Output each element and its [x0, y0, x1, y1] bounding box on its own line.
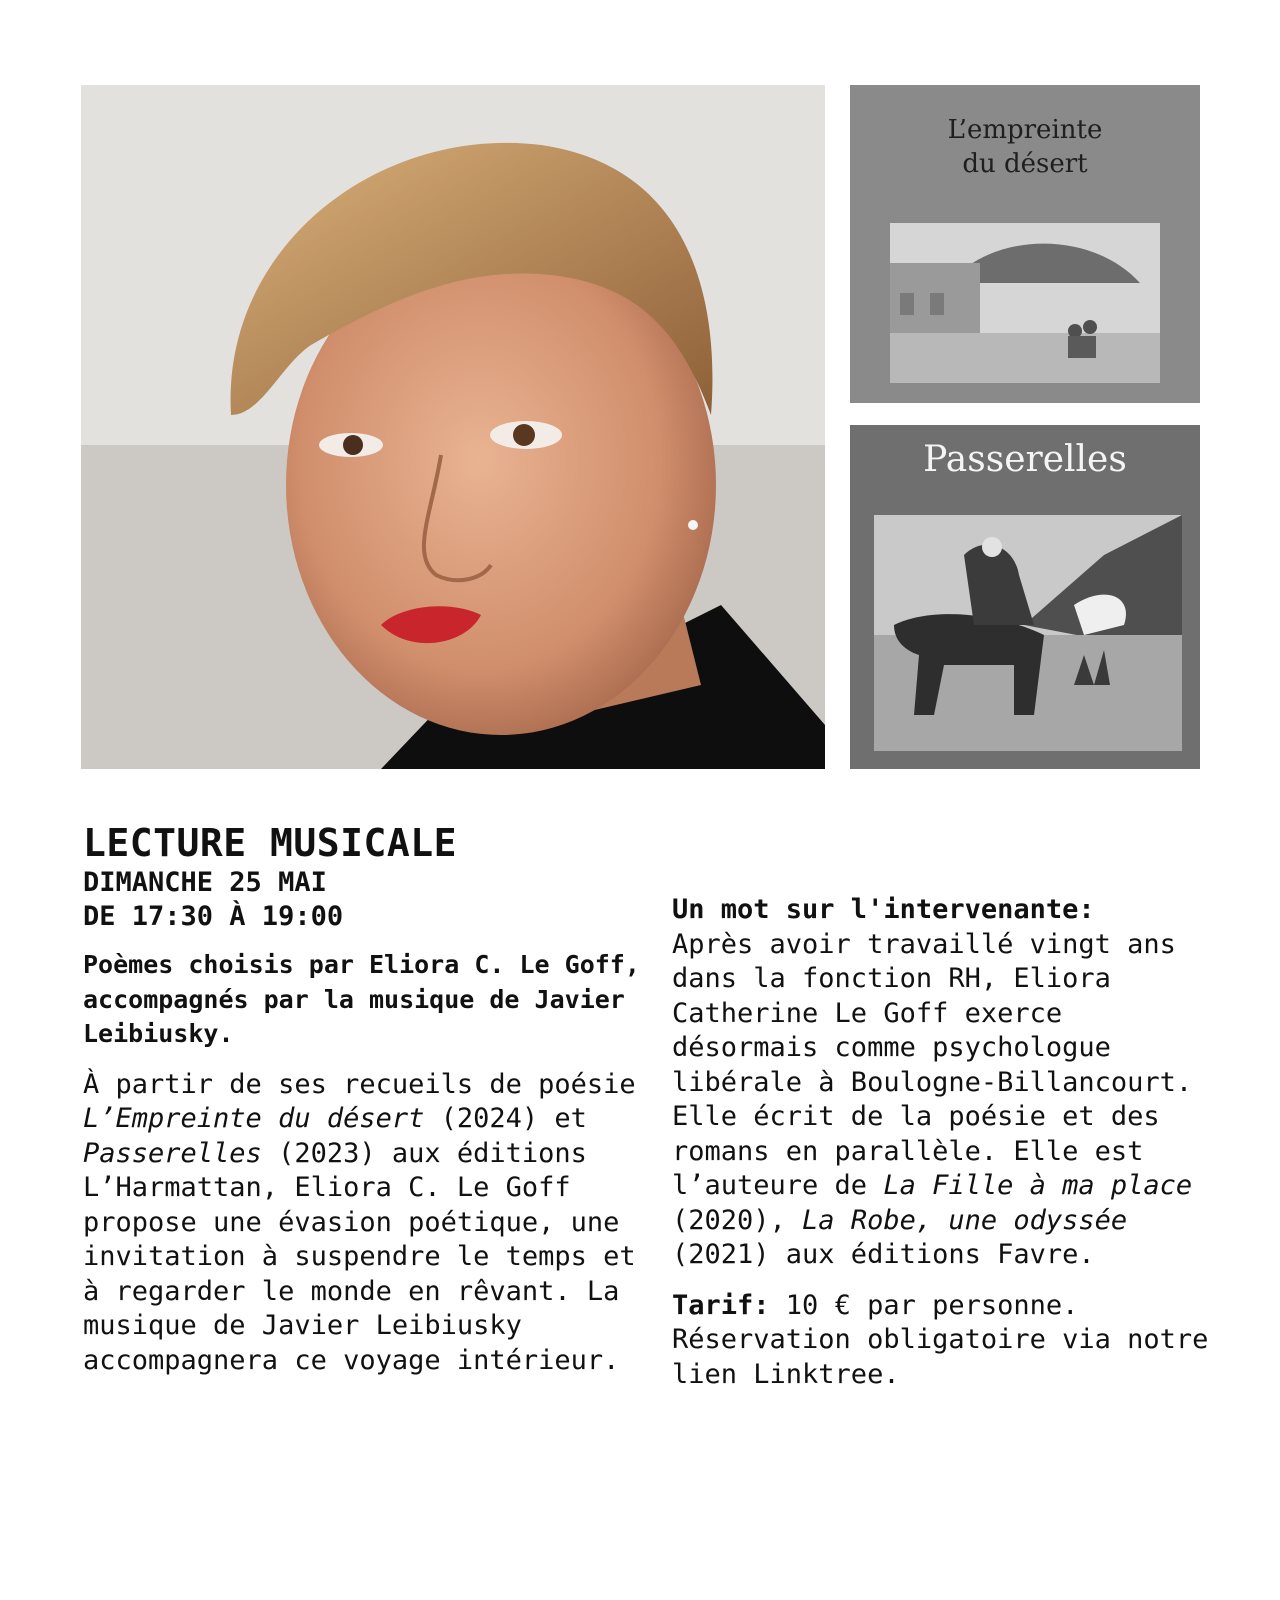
book-title-empreinte: L’Empreinte du désert [83, 1103, 425, 1134]
book-cover-title: Passerelles [923, 439, 1127, 480]
event-date: DIMANCHE 25 MAI [83, 867, 327, 898]
book-cover-illustration [874, 515, 1182, 751]
desert-drawing [890, 223, 1160, 383]
event-time: DE 17:30 À 19:00 [83, 901, 344, 932]
pricing-info [672, 1289, 1212, 1393]
event-lead: Poèmes choisis par Eliora C. Le Goff, accompagnés par la musique de Javier Leibiusky. [83, 950, 640, 1048]
horse-rider-drawing [874, 515, 1182, 751]
book-cover-passerelles [850, 425, 1200, 769]
event-info-column [83, 820, 643, 1378]
bio-heading: Un mot sur l'intervenante: [672, 894, 1095, 925]
author-portrait [81, 85, 825, 769]
event-description: À partir de ses recueils de poésie L’Empreinte du désert (2024) et Passerelles (2023) aux éditions L’Harmattan, Eliora C. Le Goff propose une évasion poétique, une invitation à suspendre le temps et à regarder le monde en rêvant. La musique de Javier Leibiusky accompagnera ce voyage intérieur. [83, 1068, 636, 1376]
book-cover-title: L’empreinte du désert [947, 115, 1103, 179]
tarif-label: Tarif: [672, 1289, 770, 1321]
book-cover-illustration [890, 223, 1160, 383]
speaker-info-column [672, 893, 1212, 1392]
portrait-illustration [81, 85, 825, 769]
tarif-text: 10 € par personne. Réservation obligatoire via notre lien Linktree. [672, 1289, 1209, 1390]
novel-title-robe: La Robe, une odyssée [802, 1204, 1128, 1236]
speaker-bio: Après avoir travaillé vingt ans dans la fonction RH, Eliora Catherine Le Goff exerce désormais comme psychologue libérale à Boulogne-Billancourt. Elle écrit de la poésie et des romans en parallèle. Elle est l’auteure de La Fille à ma place (2020), La Robe, une odyssée (2021) aux éditions Favre. [672, 928, 1193, 1270]
book-cover-empreinte [850, 85, 1200, 403]
novel-title-fille: La Fille à ma place [883, 1170, 1193, 1201]
event-title: LECTURE MUSICALE [83, 821, 458, 865]
book-title-passerelles: Passerelles [83, 1137, 262, 1169]
